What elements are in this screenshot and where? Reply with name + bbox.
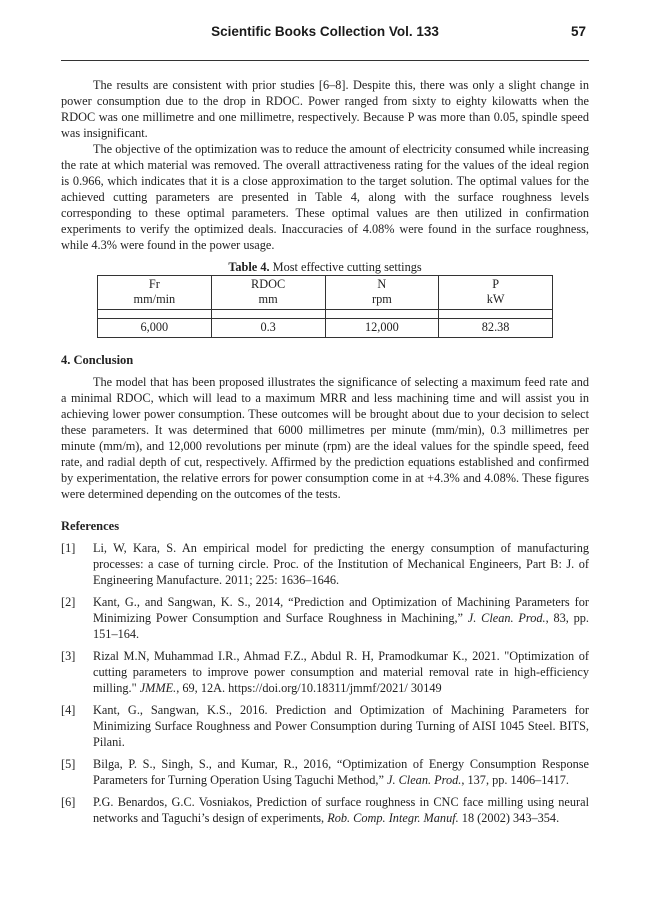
paragraph-results: The results are consistent with prior studies [6–8]. Despite this, there was only a slight change in power consumption due to the drop in RDOC. Power ranged from sixty to eighty kilowatts when the RDOC was one millimetre and one millimetre, respectively. Because P was more than 0.05, spindle speed was insignificant. xyxy=(61,78,589,140)
table-cell: 82.38 xyxy=(439,319,553,338)
table-caption-text: Most effective cutting settings xyxy=(269,260,422,274)
reference-item: [4] Kant, G., Sangwan, K.S., 2016. Prediction and Optimization of Machining Parameters for Minimizing Surface Roughness and Power Consumption during Turning of AISI 1045 Steel. BITS, Pilani. xyxy=(61,703,589,749)
table-caption xyxy=(61,259,589,275)
paragraph-objective: The objective of the optimization was to reduce the amount of electricity consumed while increasing the rate at which material was removed. The overall attractiveness rating for the values of the ideal region is 0.966, which indicates that it is a close approximation to the target solution. The optimal values for the achieved cutting parameters are presented in Table 4, along with the surface roughness levels corresponding to these optimal parameters. These optimal values are then utilized in confirmation experiments to verify the optimized deals. Inaccuracies of 4.08% were found in the surface roughness, while 4.3% were found in the power usage. xyxy=(61,142,589,252)
cutting-settings-table xyxy=(97,275,553,338)
table-cell: 6,000 xyxy=(98,319,212,338)
table-cell: 0.3 xyxy=(211,319,325,338)
table-caption-label: Table 4. xyxy=(228,260,270,274)
references-heading: References xyxy=(61,519,120,533)
table-header-cell: N rpm xyxy=(325,276,439,310)
reference-item: [3] Rizal M.N, Muhammad I.R., Ahmad F.Z., Abdul R. H, Pramodkumar K., 2021. "Optimization of cutting parameters to improve power consumption and material removal rate in high-efficiency milling." JMME., 69, 12A. https://doi.org/10.18311/jmmf/2021/ 30149 xyxy=(61,649,589,695)
table-cell: 12,000 xyxy=(325,319,439,338)
page-number: 57 xyxy=(570,24,586,39)
conclusion-paragraph: The model that has been proposed illustrates the significance of selecting a maximum feed rate and a minimal RDOC, which will lead to a maximum MRR and less machining time and will assist you in achieving lower power consumption. These outcomes will be brought about due to your decision to select these parameters. It was determined that 6000 millimetres per minute (mm/min), 0.3 millimetres per minute (mm/m), and 12,000 revolutions per minute (rpm) are the ideal values for the spindle speed, feed rate, and radial depth of cut, respectively. Affirmed by the prediction equations established and confirmed by experimentation, the relative errors for power consumption come in at +4.3% and 4.08%. These figures were determined depending on the outcomes of the tests. xyxy=(61,375,589,501)
main-content xyxy=(61,77,589,832)
reference-number: [3] xyxy=(61,649,76,663)
table-spacer-row xyxy=(98,310,553,319)
table-header-cell: P kW xyxy=(439,276,553,310)
reference-item: [6] P.G. Benardos, G.C. Vosniakos, Prediction of surface roughness in CNC face milling using neural networks and Taguchi’s design of experiments, Rob. Comp. Integr. Manuf. 18 (2002) 343–354. xyxy=(61,795,589,825)
reference-list xyxy=(61,540,589,826)
table-header-cell: RDOC mm xyxy=(211,276,325,310)
table-header-cell: Fr mm/min xyxy=(98,276,212,310)
header-rule xyxy=(61,60,589,61)
journal-title: Scientific Books Collection Vol. 133 xyxy=(211,24,439,39)
table-row xyxy=(98,319,553,338)
reference-item: [5] Bilga, P. S., Singh, S., and Kumar, R., 2016, “Optimization of Energy Consumption Response Parameters for Turning Operation Using Taguchi Method,” J. Clean. Prod., 137, pp. 1406–1417. xyxy=(61,757,589,787)
reference-number: [6] xyxy=(61,795,76,809)
running-header xyxy=(61,21,589,43)
reference-item: [1] Li, W, Kara, S. An empirical model for predicting the energy consumption of manufacturing processes: a case of turning circle. Proc. of the Institution of Mechanical Engineers, Part B: J. of Engineering Manufacture. 2011; 225: 1636–1646. xyxy=(61,541,589,587)
reference-number: [1] xyxy=(61,541,76,555)
reference-number: [2] xyxy=(61,595,76,609)
reference-number: [5] xyxy=(61,757,76,771)
reference-number: [4] xyxy=(61,703,76,717)
reference-item: [2] Kant, G., and Sangwan, K. S., 2014, “Prediction and Optimization of Machining Parameters for Minimizing Power Consumption and Surface Roughness in Machining,” J. Clean. Prod., 83, pp. 151–164. xyxy=(61,595,590,641)
conclusion-heading: 4. Conclusion xyxy=(61,353,134,367)
table-header-row xyxy=(98,276,553,310)
